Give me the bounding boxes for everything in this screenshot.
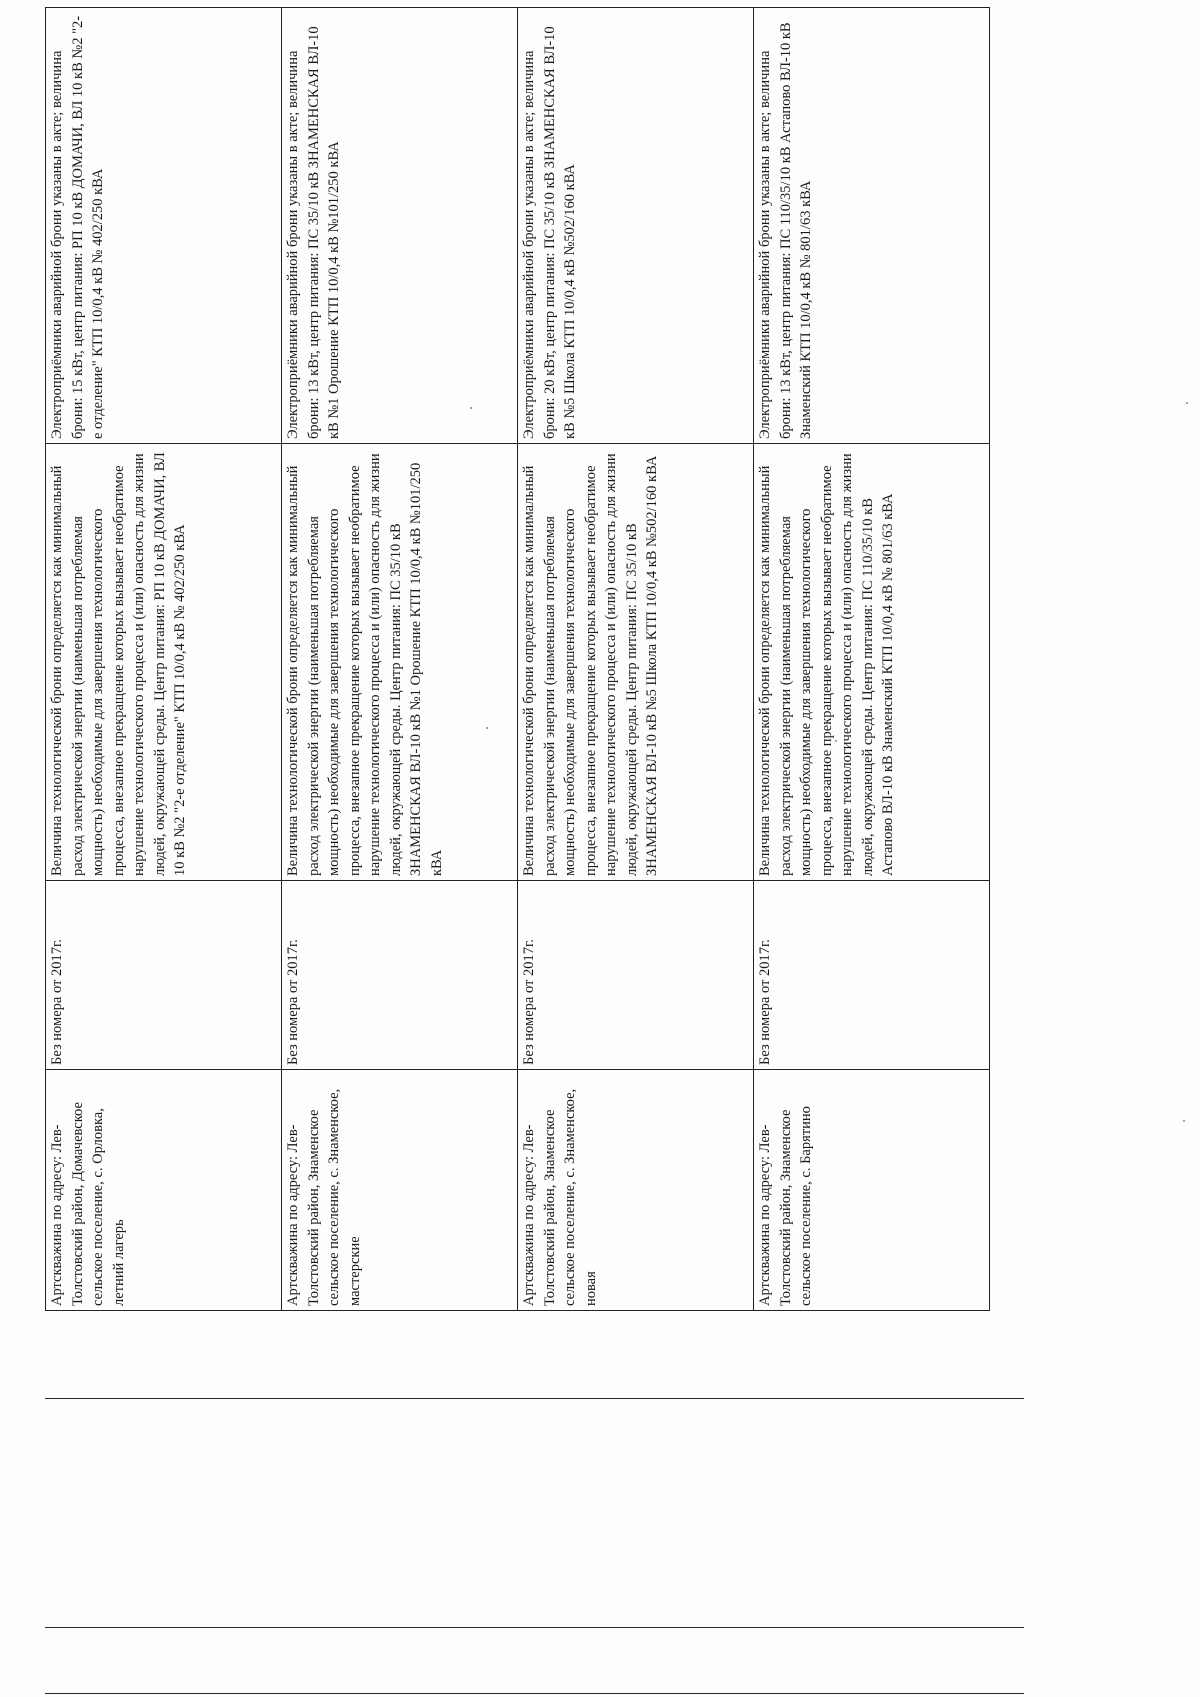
object-cell [518, 1070, 754, 1311]
scan-speck [486, 727, 488, 729]
act-text: Без номера от 2017г. [49, 939, 65, 1065]
scan-speck [1183, 1120, 1185, 1122]
emergency-reserve-text: Электроприёмники аварийной брони указаны в акте; величина брони: 13 кВт, центр питания: ПС 35/10 кВ ЗНАМЕНСКАЯ ВЛ-10 кВ №1 Орошение КТП 10/0,4 кВ №101/250 кВА [285, 26, 342, 439]
act-cell [282, 881, 518, 1070]
object-text: Артскважина по адресу: Лев-Толстовский район, Знаменское сельское поселение, с. Знаменское, новая [521, 1088, 599, 1306]
emergency-reserve-cell [518, 8, 754, 444]
tech-reserve-text: Величина технологической брони определяется как минимальный расход электрической энергии (наименьшая потребляемая мощность) необходимые для завершения технологического процесса, внезапное прекращение которых вызывает необратимое нарушение технологического процесса и (или) опасность для жизни людей, окружающей среды. Центр питания: ПС 35/10 кВ ЗНАМЕНСКАЯ ВЛ-10 кВ №1 Орошение КТП 10/0,4 кВ №101/250 кВА [285, 453, 445, 876]
table-row [46, 8, 282, 1311]
emergency-reserve-cell [46, 8, 282, 444]
act-cell [754, 881, 990, 1070]
object-cell [282, 1070, 518, 1311]
tech-reserve-text: Величина технологической брони определяется как минимальный расход электрической энергии (наименьшая потребляемая мощность) необходимые для завершения технологического процесса, внезапное прекращение которых вызывает необратимое нарушение технологического процесса и (или) опасность для жизни людей, окружающей среды. Центр питания: ПС 110/35/10 кВ Астапово ВЛ-10 кВ Знаменский КТП 10/0,4 кВ № 801/63 кВА [757, 453, 896, 876]
act-text: Без номера от 2017г. [757, 939, 773, 1065]
emergency-reserve-text: Электроприёмники аварийной брони указаны в акте; величина брони: 20 кВт, центр питания: ПС 35/10 кВ ЗНАМЕНСКАЯ ВЛ-10 кВ №5 Школа КТП 10/0,4 кВ №502/160 кВА [521, 26, 578, 439]
object-text: Артскважина по адресу: Лев-Толстовский район, Знаменское сельское поселение, с. Барятино [757, 1106, 814, 1306]
act-text: Без номера от 2017г. [285, 939, 301, 1065]
reserve-table [45, 7, 990, 1311]
tech-reserve-cell [46, 444, 282, 881]
table-row [282, 8, 518, 1311]
tech-reserve-text: Величина технологической брони определяется как минимальный расход электрической энергии (наименьшая потребляемая мощность) необходимые для завершения технологического процесса, внезапное прекращение которых вызывает необратимое нарушение технологического процесса и (или) опасность для жизни людей, окружающей среды. Центр питания: ПС 35/10 кВ ЗНАМЕНСКАЯ ВЛ-10 кВ №5 Школа КТП 10/0,4 кВ №502/160 кВА [521, 453, 660, 876]
scan-speck [470, 407, 472, 409]
tech-reserve-cell [282, 444, 518, 881]
horizontal-rule [45, 1693, 1024, 1694]
scan-speck [1186, 402, 1188, 404]
tech-reserve-text: Величина технологической брони определяется как минимальный расход электрической энергии (наименьшая потребляемая мощность) необходимые для завершения технологического процесса, внезапное прекращение которых вызывает необратимое нарушение технологического процесса и (или) опасность для жизни людей, окружающей среды. Центр питания: РП 10 кВ ДОМАЧИ, ВЛ 10 кВ №2 "2-е отделение" КТП 10/0,4 кВ № 402/250 кВА [49, 452, 188, 876]
table-row [754, 8, 990, 1311]
object-cell [46, 1070, 282, 1311]
horizontal-rule [45, 1398, 1024, 1399]
horizontal-rule [45, 1627, 1024, 1628]
object-cell [754, 1070, 990, 1311]
rotated-table-block [45, 15, 999, 1311]
scan-speck [835, 740, 837, 742]
act-cell [518, 881, 754, 1070]
tech-reserve-cell [518, 444, 754, 881]
emergency-reserve-cell [754, 8, 990, 444]
tech-reserve-cell [754, 444, 990, 881]
object-text: Артскважина по адресу: Лев-Толстовский район, Домачевское сельское поселение, с. Орловка, летний лагерь [49, 1102, 127, 1306]
act-cell [46, 881, 282, 1070]
emergency-reserve-text: Электроприёмники аварийной брони указаны в акте; величина брони: 15 кВт, центр питания: РП 10 кВ ДОМАЧИ, ВЛ 10 кВ №2 "2-е отделение" КТП 10/0,4 кВ № 402/250 кВА [49, 15, 106, 439]
emergency-reserve-cell [282, 8, 518, 444]
table-row [518, 8, 754, 1311]
act-text: Без номера от 2017г. [521, 939, 537, 1065]
object-text: Артскважина по адресу: Лев-Толстовский район, Знаменское сельское поселение, с. Знаменское, мастерские [285, 1088, 363, 1306]
emergency-reserve-text: Электроприёмники аварийной брони указаны в акте; величина брони: 13 кВт, центр питания: ПС 110/35/10 кВ Астапово ВЛ-10 кВ Знаменский КТП 10/0,4 кВ № 801/63 кВА [757, 22, 814, 439]
